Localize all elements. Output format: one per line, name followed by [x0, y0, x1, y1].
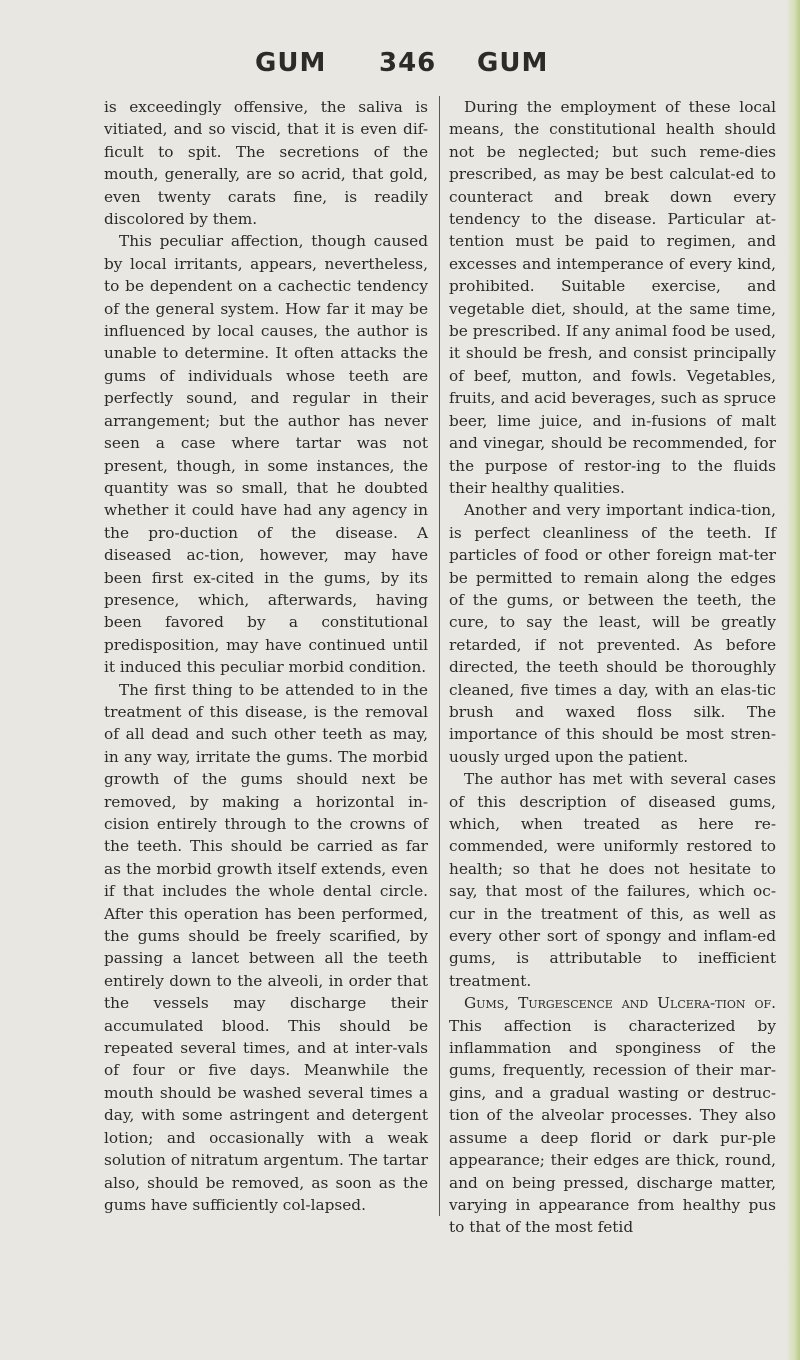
paragraph: Another and very important indica-tion, is perfect cleanliness of the teeth. If particles of food or other foreign mat-ter be permitted to remain along the edges of the gums, or between the teeth, the cure, to say the least, will be greatly retarded, if not prevented. As before directed, the teeth should be thoroughly cleaned, five times a day, with an elas-tic brush and waxed floss silk. The importance of this should be most stren-uously urged upon the patient.: [449, 501, 776, 766]
dictionary-entry: [449, 992, 776, 1238]
right-column: [449, 96, 776, 1239]
page-edge: [786, 0, 800, 1360]
header-right-word: GUM: [477, 48, 549, 78]
header-left-word: GUM: [255, 48, 327, 78]
paragraph: The author has met with several cases of this description of diseased gums, which, when treated as here re-commended, were uniformly restored to health; so that he does not hesitate to say, that most of the failures, which oc-cur in the treatment of this, as well as every other sort of spongy and inflam-ed gums, is attributable to inefficient treatment.: [449, 770, 776, 990]
running-header: [0, 48, 800, 78]
paragraph: The first thing to be attended to in the treatment of this disease, is the removal of all dead and such other teeth as may, in any way, irritate the gums. The morbid growth of the gums should next be removed, by making a horizontal in-cision entirely through to the crowns of the teeth. This should be carried as far as the morbid growth itself extends, even if that includes the whole dental circle. After this operation has been performed, the gums should be freely scarified, by passing a lancet between all the teeth entirely down to the alveoli, in order that the vessels may discharge their accumulated blood. This should be repeated several times, and at inter-vals of four or five days. Meanwhile the mouth should be washed several times a day, with some astringent and detergent lotion; and occasionally with a weak solution of nitratum argentum. The tartar also, should be removed, as soon as the gums have sufficiently col-lapsed.: [104, 680, 428, 1214]
page-number: 346: [379, 48, 437, 78]
entry-heading: Gums, Turgescence and Ulcera-tion of.: [464, 994, 776, 1013]
column-divider: [439, 96, 440, 1216]
paragraph: is exceedingly offensive, the saliva is vitiated, and so viscid, that it is even dif-ficult to spit. The secretions of the mouth, generally, are so acrid, that gold, even twenty carats fine, is readily discolored by them.: [104, 98, 428, 229]
paragraph: This peculiar affection, though caused by local irritants, appears, nevertheless, to be dependent on a cachectic tendency of the general system. How far it may be influenced by local causes, the author is unable to determine. It often attacks the gums of individuals whose teeth are perfectly sound, and regular in their arrangement; but the author has never seen a case where tartar was not present, though, in some instances, the quantity was so small, that he doubted whether it could have had any agency in the pro-duction of the disease. A diseased ac-tion, however, may have been first ex-cited in the gums, by its presence, which, afterwards, having been favored by a constitutional predisposition, may have continued until it induced this peculiar morbid condition.: [104, 232, 428, 677]
paragraph: During the employment of these local means, the constitutional health should not be neglected; but such reme-dies prescribed, as may be best calculat-ed to counteract and break down every tendency to the disease. Particular at-tention must be paid to regimen, and excesses and intemperance of every kind, prohibited. Suitable exercise, and vegetable diet, should, at the same time, be prescribed. If any animal food be used, it should be fresh, and consist principally of beef, mutton, and fowls. Vegetables, fruits, and acid beverages, such as spruce beer, lime juice, and in-fusions of malt and vinegar, should be recommended, for the purpose of restor-ing to the fluids their healthy qualities.: [449, 98, 776, 497]
left-column: [104, 96, 428, 1216]
entry-text: This affection is characterized by inflammation and sponginess of the gums, frequently, recession of their mar-gins, and a gradual wasting or destruc-tion of the alveolar processes. They also assume a deep florid or dark pur-ple appearance; their edges are thick, round, and on being pressed, discharge matter, varying in appearance from healthy pus to that of the most fetid: [449, 1016, 776, 1237]
